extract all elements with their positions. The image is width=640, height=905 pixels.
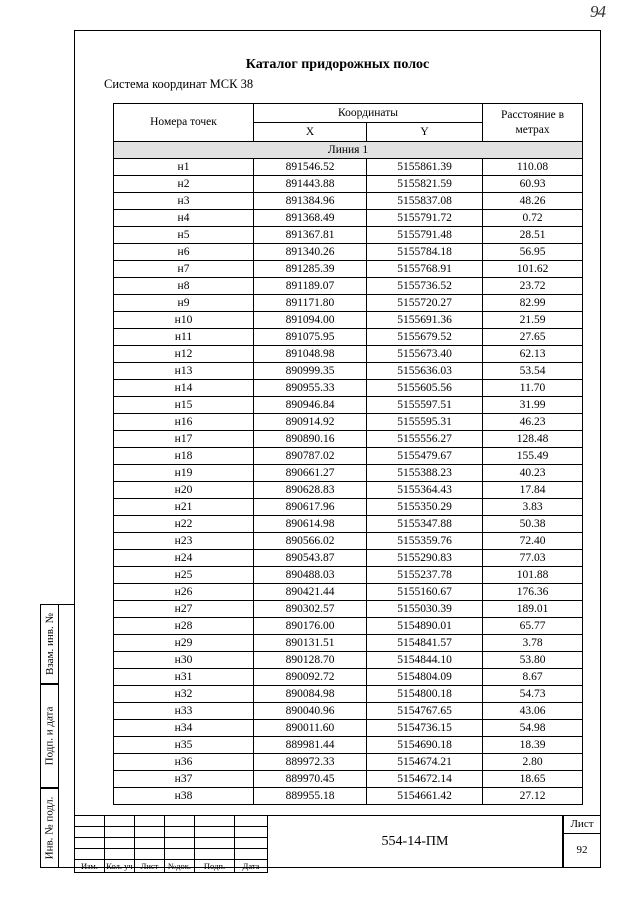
coord-x: 890040.96	[254, 703, 367, 720]
distance: 8.67	[483, 669, 583, 686]
distance: 101.62	[483, 261, 583, 278]
coord-x: 890914.92	[254, 414, 367, 431]
table-row	[114, 771, 583, 788]
coord-x: 890092.72	[254, 669, 367, 686]
coord-x: 891443.88	[254, 176, 367, 193]
table-row	[114, 482, 583, 499]
coord-x: 890421.44	[254, 584, 367, 601]
coord-y: 5155359.76	[367, 533, 483, 550]
table-row	[114, 448, 583, 465]
distance: 17.84	[483, 482, 583, 499]
distance: 11.70	[483, 380, 583, 397]
table-row	[114, 414, 583, 431]
point-number: н4	[114, 210, 254, 227]
table-row	[114, 312, 583, 329]
coord-y: 5154804.09	[367, 669, 483, 686]
coord-x: 890946.84	[254, 397, 367, 414]
coord-y: 5155673.40	[367, 346, 483, 363]
point-number: н29	[114, 635, 254, 652]
revision-grid	[74, 815, 268, 873]
point-number: н12	[114, 346, 254, 363]
distance: 72.40	[483, 533, 583, 550]
coord-x: 891189.07	[254, 278, 367, 295]
coord-x: 891285.39	[254, 261, 367, 278]
distance: 2.80	[483, 754, 583, 771]
point-number: н19	[114, 465, 254, 482]
table-row	[114, 176, 583, 193]
header-point-numbers: Номера точек	[114, 104, 254, 142]
coord-y: 5155290.83	[367, 550, 483, 567]
coord-x: 890614.98	[254, 516, 367, 533]
distance: 101.88	[483, 567, 583, 584]
coord-x: 890543.87	[254, 550, 367, 567]
table-row	[114, 499, 583, 516]
point-number: н34	[114, 720, 254, 737]
point-number: н37	[114, 771, 254, 788]
table-row	[114, 278, 583, 295]
coord-y: 5155347.88	[367, 516, 483, 533]
handwritten-page-mark: 94	[590, 2, 605, 21]
distance: 128.48	[483, 431, 583, 448]
coord-y: 5154672.14	[367, 771, 483, 788]
side-label-vzam	[40, 604, 59, 684]
section-row-line-1: Линия 1	[114, 142, 583, 159]
table-row	[114, 737, 583, 754]
table-row	[114, 193, 583, 210]
coord-y: 5155784.18	[367, 244, 483, 261]
distance: 40.23	[483, 465, 583, 482]
point-number: н36	[114, 754, 254, 771]
distance: 28.51	[483, 227, 583, 244]
coord-x: 891367.81	[254, 227, 367, 244]
point-number: н38	[114, 788, 254, 805]
distance: 27.65	[483, 329, 583, 346]
point-number: н7	[114, 261, 254, 278]
coord-y: 5154736.15	[367, 720, 483, 737]
coord-x: 891048.98	[254, 346, 367, 363]
coord-y: 5155791.72	[367, 210, 483, 227]
coord-y: 5155720.27	[367, 295, 483, 312]
point-number: н11	[114, 329, 254, 346]
table-row	[114, 788, 583, 805]
table-row	[114, 669, 583, 686]
header-x: X	[254, 123, 367, 142]
table-row	[114, 686, 583, 703]
coord-y: 5155821.59	[367, 176, 483, 193]
point-number: н20	[114, 482, 254, 499]
distance: 56.95	[483, 244, 583, 261]
coord-x: 890131.51	[254, 635, 367, 652]
coord-x: 891340.26	[254, 244, 367, 261]
coord-x: 890128.70	[254, 652, 367, 669]
table-row	[114, 516, 583, 533]
coord-y: 5155160.67	[367, 584, 483, 601]
coord-x: 889981.44	[254, 737, 367, 754]
coord-x: 890955.33	[254, 380, 367, 397]
coord-y: 5155691.36	[367, 312, 483, 329]
coord-x: 889972.33	[254, 754, 367, 771]
document-title: Каталог придорожных полос	[245, 57, 430, 72]
coord-y: 5155597.51	[367, 397, 483, 414]
coord-x: 890566.02	[254, 533, 367, 550]
table-row	[114, 261, 583, 278]
point-number: н10	[114, 312, 254, 329]
coord-y: 5154841.57	[367, 635, 483, 652]
point-number: н17	[114, 431, 254, 448]
revision-col-header: Дата	[235, 860, 268, 873]
coord-y: 5155364.43	[367, 482, 483, 499]
coord-x: 890302.57	[254, 601, 367, 618]
table-row	[114, 618, 583, 635]
point-number: н32	[114, 686, 254, 703]
table-row	[114, 533, 583, 550]
coord-y: 5155636.03	[367, 363, 483, 380]
revision-col-header: Лист	[135, 860, 165, 873]
revision-col-header: №док.	[165, 860, 195, 873]
point-number: н16	[114, 414, 254, 431]
distance: 60.93	[483, 176, 583, 193]
table-row	[114, 550, 583, 567]
table-row	[114, 431, 583, 448]
coord-y: 5155237.78	[367, 567, 483, 584]
coord-y: 5155388.23	[367, 465, 483, 482]
point-number: н27	[114, 601, 254, 618]
coord-y: 5155768.91	[367, 261, 483, 278]
distance: 31.99	[483, 397, 583, 414]
distance: 43.06	[483, 703, 583, 720]
point-number: н3	[114, 193, 254, 210]
coord-y: 5155679.52	[367, 329, 483, 346]
distance: 48.26	[483, 193, 583, 210]
coord-x: 889970.45	[254, 771, 367, 788]
distance: 3.78	[483, 635, 583, 652]
coord-x: 891075.95	[254, 329, 367, 346]
point-number: н15	[114, 397, 254, 414]
coord-y: 5154890.01	[367, 618, 483, 635]
table-row	[114, 363, 583, 380]
point-number: н30	[114, 652, 254, 669]
distance: 189.01	[483, 601, 583, 618]
coord-x: 891384.96	[254, 193, 367, 210]
distance: 53.80	[483, 652, 583, 669]
point-number: н21	[114, 499, 254, 516]
point-number: н26	[114, 584, 254, 601]
document-code: 554-14-ПМ	[267, 815, 563, 868]
coord-x: 890176.00	[254, 618, 367, 635]
table-row	[114, 652, 583, 669]
table-row	[114, 720, 583, 737]
coord-y: 5154844.10	[367, 652, 483, 669]
point-number: н25	[114, 567, 254, 584]
revision-col-header: Кол. уч	[106, 860, 133, 871]
point-number: н2	[114, 176, 254, 193]
distance: 54.98	[483, 720, 583, 737]
distance: 155.49	[483, 448, 583, 465]
distance: 176.36	[483, 584, 583, 601]
point-number: н18	[114, 448, 254, 465]
coord-y: 5155030.39	[367, 601, 483, 618]
distance: 46.23	[483, 414, 583, 431]
coord-y: 5154767.65	[367, 703, 483, 720]
coord-y: 5155605.56	[367, 380, 483, 397]
coord-y: 5155556.27	[367, 431, 483, 448]
table-row	[114, 227, 583, 244]
coord-x: 890011.60	[254, 720, 367, 737]
point-number: н31	[114, 669, 254, 686]
distance: 0.72	[483, 210, 583, 227]
distance: 82.99	[483, 295, 583, 312]
point-number: н8	[114, 278, 254, 295]
coord-x: 891094.00	[254, 312, 367, 329]
side-label-inv	[40, 788, 59, 868]
distance: 54.73	[483, 686, 583, 703]
distance: 53.54	[483, 363, 583, 380]
side-label-inv-text: Инв. № подл.	[43, 796, 56, 860]
table-row	[114, 703, 583, 720]
distance: 18.65	[483, 771, 583, 788]
point-number: н33	[114, 703, 254, 720]
sheet-box	[563, 815, 601, 868]
coord-x: 890617.96	[254, 499, 367, 516]
coord-x: 891171.80	[254, 295, 367, 312]
side-label-podp	[40, 684, 59, 788]
coord-y: 5154800.18	[367, 686, 483, 703]
point-number: н1	[114, 159, 254, 176]
table-row	[114, 346, 583, 363]
distance: 21.59	[483, 312, 583, 329]
coord-x: 889955.18	[254, 788, 367, 805]
point-number: н6	[114, 244, 254, 261]
point-number: н22	[114, 516, 254, 533]
table-row	[114, 567, 583, 584]
distance: 3.83	[483, 499, 583, 516]
point-number: н13	[114, 363, 254, 380]
header-distance: Расстояние в метрах	[483, 104, 583, 142]
point-number: н9	[114, 295, 254, 312]
distance: 65.77	[483, 618, 583, 635]
point-number: н24	[114, 550, 254, 567]
header-coordinates: Координаты	[254, 104, 483, 123]
coord-x: 891546.52	[254, 159, 367, 176]
point-number: н28	[114, 618, 254, 635]
coord-y: 5154690.18	[367, 737, 483, 754]
table-row	[114, 601, 583, 618]
coord-x: 890084.98	[254, 686, 367, 703]
coord-x: 890890.16	[254, 431, 367, 448]
point-number: н23	[114, 533, 254, 550]
table-row	[114, 754, 583, 771]
distance: 23.72	[483, 278, 583, 295]
header-y: Y	[367, 123, 483, 142]
coord-y: 5155791.48	[367, 227, 483, 244]
sheet-label: Лист	[564, 816, 600, 834]
table-row	[114, 329, 583, 346]
coord-y: 5155595.31	[367, 414, 483, 431]
coord-x: 890488.03	[254, 567, 367, 584]
table-row	[114, 635, 583, 652]
table-row	[114, 159, 583, 176]
distance: 50.38	[483, 516, 583, 533]
revision-col-header: Изм.	[75, 860, 105, 873]
table-row	[114, 210, 583, 227]
table-row	[114, 397, 583, 414]
coord-y: 5155837.08	[367, 193, 483, 210]
point-number: н35	[114, 737, 254, 754]
side-label-vzam-text: Взам. инв. №	[43, 613, 56, 675]
distance: 27.12	[483, 788, 583, 805]
catalog-table	[113, 103, 583, 805]
point-number: н5	[114, 227, 254, 244]
distance: 62.13	[483, 346, 583, 363]
distance: 110.08	[483, 159, 583, 176]
coord-x: 890661.27	[254, 465, 367, 482]
coord-x: 890787.02	[254, 448, 367, 465]
sheet-number: 92	[576, 844, 588, 856]
point-number: н14	[114, 380, 254, 397]
side-label-podp-text: Подп. и дата	[43, 706, 56, 766]
coord-y: 5154661.42	[367, 788, 483, 805]
table-row	[114, 295, 583, 312]
table-row	[114, 244, 583, 261]
coord-y: 5154674.21	[367, 754, 483, 771]
table-row	[114, 380, 583, 397]
coord-x: 890628.83	[254, 482, 367, 499]
table-row	[114, 465, 583, 482]
coord-y: 5155861.39	[367, 159, 483, 176]
coord-y: 5155736.52	[367, 278, 483, 295]
title-block	[74, 815, 601, 871]
distance: 77.03	[483, 550, 583, 567]
coord-x: 891368.49	[254, 210, 367, 227]
coord-y: 5155479.67	[367, 448, 483, 465]
coordinate-system-label: Система координат МСК 38	[104, 77, 254, 91]
table-row	[114, 584, 583, 601]
distance: 18.39	[483, 737, 583, 754]
coord-y: 5155350.29	[367, 499, 483, 516]
revision-col-header: Подп.	[195, 860, 235, 873]
coord-x: 890999.35	[254, 363, 367, 380]
